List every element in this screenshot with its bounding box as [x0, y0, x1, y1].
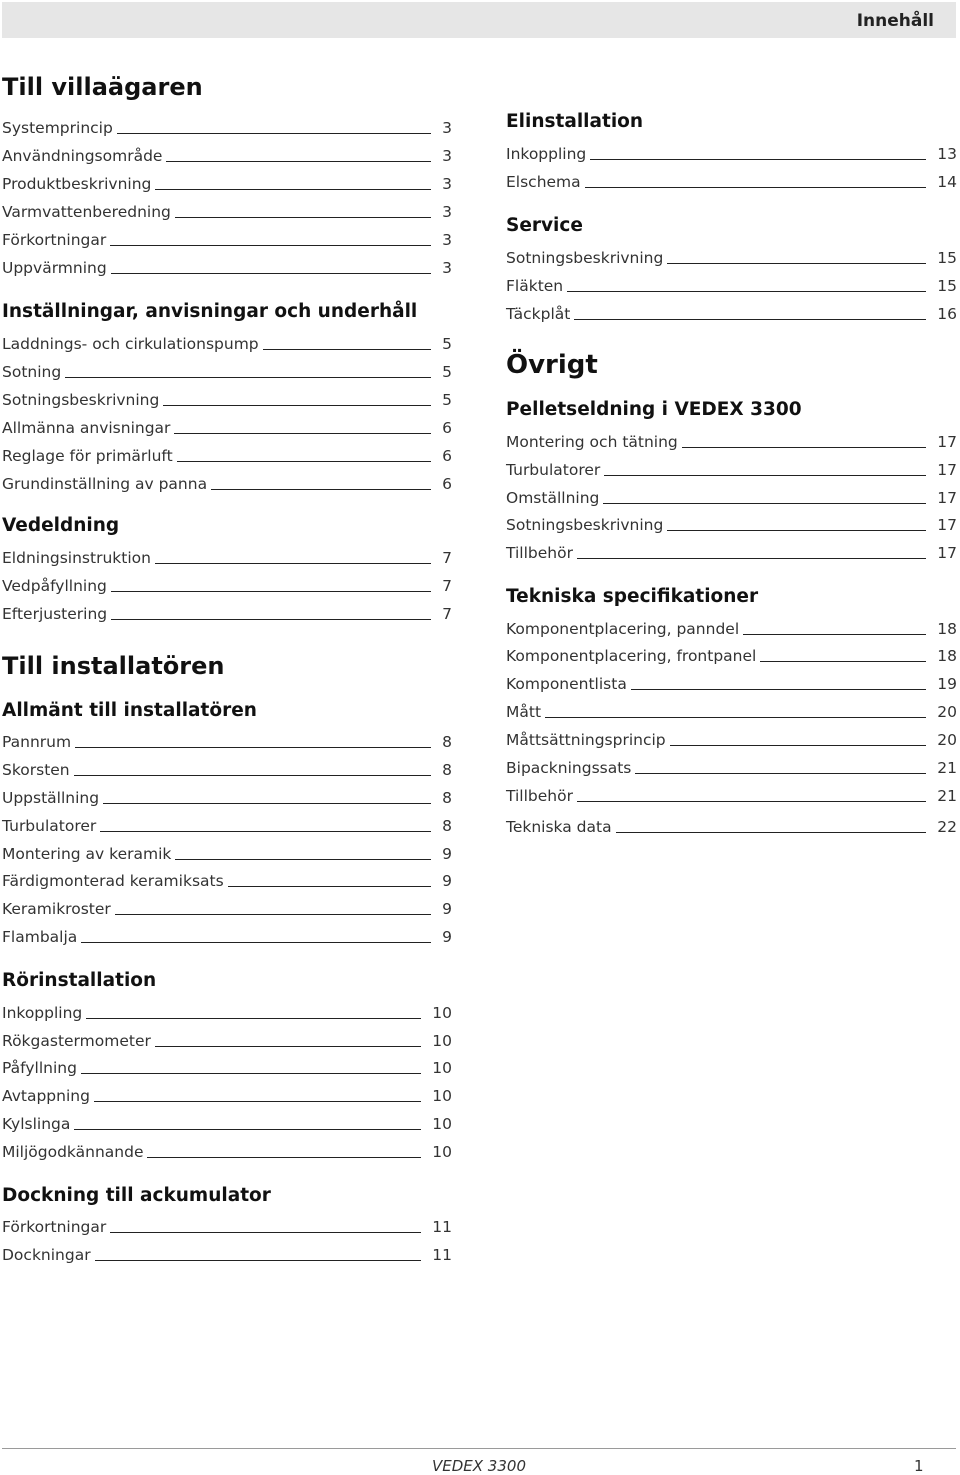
toc-entry[interactable] — [506, 755, 957, 777]
heading-tech-specs: Tekniska specifikationer — [506, 586, 759, 607]
toc-entry[interactable] — [506, 245, 957, 267]
toc-label: Flambalja — [2, 928, 78, 946]
toc-entry[interactable] — [2, 143, 452, 165]
toc-label: Komponentlista — [506, 675, 627, 693]
toc-entry[interactable] — [2, 359, 452, 381]
toc-entry[interactable] — [2, 471, 452, 493]
toc-page: 11 — [432, 1246, 452, 1264]
toc-page: 14 — [937, 173, 957, 191]
toc-leader — [760, 661, 926, 662]
toc-entry[interactable] — [2, 443, 452, 465]
heading-other: Övrigt — [506, 350, 598, 380]
page-header-title: Innehåll — [856, 11, 934, 31]
toc-page: 5 — [442, 391, 452, 409]
toc-leader — [682, 447, 927, 448]
toc-leader — [567, 291, 926, 292]
toc-leader — [545, 717, 926, 718]
toc-label: Avtappning — [2, 1087, 90, 1105]
toc-leader — [177, 461, 431, 462]
heading-installer: Till installatören — [2, 652, 225, 680]
toc-leader — [574, 319, 926, 320]
toc-label: Skorsten — [2, 761, 70, 779]
toc-page: 3 — [442, 231, 452, 249]
toc-entry[interactable] — [2, 868, 452, 890]
toc-page: 3 — [442, 203, 452, 221]
toc-label: Montering av keramik — [2, 845, 172, 863]
heading-docking: Dockning till ackumulator — [2, 1185, 271, 1206]
toc-label: Komponentplacering, frontpanel — [506, 647, 757, 665]
toc-page: 21 — [937, 787, 957, 805]
toc-entry[interactable] — [506, 671, 957, 693]
toc-page: 17 — [937, 489, 957, 507]
toc-label: Keramikroster — [2, 900, 111, 918]
toc-label: Sotningsbeskrivning — [506, 249, 664, 267]
toc-label: Tillbehör — [506, 787, 573, 805]
toc-leader — [166, 161, 431, 162]
toc-leader — [174, 433, 431, 434]
toc-page: 7 — [442, 577, 452, 595]
toc-entry[interactable] — [2, 1111, 452, 1133]
toc-page: 10 — [432, 1059, 452, 1077]
toc-entry[interactable] — [506, 783, 957, 805]
toc-label: Omställning — [506, 489, 600, 507]
toc-leader — [635, 773, 926, 774]
heading-general-installer: Allmänt till installatören — [2, 700, 257, 721]
heading-homeowner: Till villaägaren — [2, 73, 203, 101]
toc-leader — [590, 159, 926, 160]
toc-leader — [75, 747, 431, 748]
toc-entry[interactable] — [506, 699, 957, 721]
toc-leader — [110, 1232, 421, 1233]
heading-service: Service — [506, 215, 583, 236]
toc-page: 7 — [442, 605, 452, 623]
footer-divider — [2, 1448, 956, 1449]
toc-entry[interactable] — [2, 1083, 452, 1105]
toc-label: Uppställning — [2, 789, 100, 807]
toc-leader — [163, 405, 431, 406]
toc-entry[interactable] — [2, 729, 452, 751]
toc-entry[interactable] — [2, 1242, 452, 1264]
toc-entry[interactable] — [2, 227, 452, 249]
toc-label: Sotningsbeskrivning — [506, 516, 664, 534]
toc-page: 17 — [937, 516, 957, 534]
toc-page: 8 — [442, 733, 452, 751]
toc-page: 13 — [937, 145, 957, 163]
toc-entry[interactable] — [2, 757, 452, 779]
toc-label: Efterjustering — [2, 605, 108, 623]
toc-entry[interactable] — [506, 540, 957, 562]
toc-label: Produktbeskrivning — [2, 175, 152, 193]
toc-leader — [604, 475, 926, 476]
heading-pellet: Pelletseldning i VEDEX 3300 — [506, 399, 802, 420]
toc-leader — [211, 489, 431, 490]
toc-leader — [110, 245, 431, 246]
toc-entry[interactable] — [506, 429, 957, 451]
toc-page: 10 — [432, 1115, 452, 1133]
toc-page: 5 — [442, 335, 452, 353]
toc-page: 21 — [937, 759, 957, 777]
footer-product-name: VEDEX 3300 — [432, 1457, 526, 1475]
toc-leader — [100, 831, 431, 832]
toc-entry[interactable] — [506, 301, 957, 323]
toc-label: Eldningsinstruktion — [2, 549, 151, 567]
toc-entry[interactable] — [2, 841, 452, 863]
toc-entry[interactable] — [2, 387, 452, 409]
toc-leader — [175, 859, 431, 860]
toc-leader — [81, 1073, 421, 1074]
toc-page: 18 — [937, 647, 957, 665]
toc-page: 17 — [937, 544, 957, 562]
toc-label: Laddnings- och cirkulationspump — [2, 335, 259, 353]
toc-label: Fläkten — [506, 277, 564, 295]
toc-entry[interactable] — [2, 924, 452, 946]
header-bar — [2, 2, 956, 38]
toc-leader — [155, 189, 431, 190]
toc-leader — [175, 217, 431, 218]
heading-pipe-installation: Rörinstallation — [2, 970, 157, 991]
toc-page: 6 — [442, 447, 452, 465]
toc-page: 17 — [937, 433, 957, 451]
toc-entry[interactable] — [2, 115, 452, 137]
toc-entry[interactable] — [506, 169, 957, 191]
toc-entry[interactable] — [506, 727, 957, 749]
toc-page: 16 — [937, 305, 957, 323]
toc-leader — [95, 1260, 422, 1261]
toc-leader — [155, 1046, 421, 1047]
toc-label: Tekniska data — [506, 818, 612, 836]
toc-entry[interactable] — [506, 616, 957, 638]
toc-label: Varmvattenberedning — [2, 203, 171, 221]
toc-entry[interactable] — [506, 485, 957, 507]
toc-entry[interactable] — [2, 171, 452, 193]
toc-leader — [111, 273, 431, 274]
toc-leader — [74, 1129, 421, 1130]
toc-label: Kylslinga — [2, 1115, 71, 1133]
toc-label: Pannrum — [2, 733, 72, 751]
toc-leader — [263, 349, 431, 350]
toc-page: 8 — [442, 761, 452, 779]
toc-label: Påfyllning — [2, 1059, 77, 1077]
toc-leader — [115, 914, 431, 915]
toc-label: Dockningar — [2, 1246, 91, 1264]
toc-page: 18 — [937, 620, 957, 638]
toc-entry[interactable] — [2, 1055, 452, 1077]
toc-page: 10 — [432, 1143, 452, 1161]
toc-entry[interactable] — [506, 273, 957, 295]
toc-page: 11 — [432, 1218, 452, 1236]
toc-label: Förkortningar — [2, 231, 107, 249]
toc-leader — [74, 775, 431, 776]
toc-page: 6 — [442, 475, 452, 493]
toc-label: Färdigmonterad keramiksats — [2, 872, 224, 890]
toc-leader — [603, 503, 926, 504]
toc-leader — [147, 1157, 421, 1158]
toc-label: Reglage för primärluft — [2, 447, 173, 465]
toc-entry[interactable] — [2, 199, 452, 221]
toc-page: 15 — [937, 277, 957, 295]
toc-entry[interactable] — [2, 813, 452, 835]
toc-entry[interactable] — [506, 141, 957, 163]
toc-label: Rökgastermometer — [2, 1032, 151, 1050]
toc-entry[interactable] — [2, 573, 452, 595]
toc-label: Sotningsbeskrivning — [2, 391, 160, 409]
toc-label: Sotning — [2, 363, 62, 381]
toc-leader — [667, 530, 926, 531]
toc-page: 9 — [442, 928, 452, 946]
toc-page: 3 — [442, 147, 452, 165]
toc-page: 20 — [937, 731, 957, 749]
toc-page: 9 — [442, 872, 452, 890]
toc-entry[interactable] — [2, 785, 452, 807]
toc-label: Turbulatorer — [506, 461, 601, 479]
toc-entry[interactable] — [2, 1139, 452, 1161]
toc-entry[interactable] — [2, 545, 452, 567]
toc-label: Elschema — [506, 173, 581, 191]
toc-page: 10 — [432, 1032, 452, 1050]
toc-label: Förkortningar — [2, 1218, 107, 1236]
toc-leader — [585, 187, 927, 188]
toc-leader — [111, 619, 431, 620]
toc-leader — [86, 1018, 421, 1019]
toc-page: 3 — [442, 175, 452, 193]
toc-label: Turbulatorer — [2, 817, 97, 835]
toc-label: Vedpåfyllning — [2, 577, 107, 595]
toc-label: Inkoppling — [2, 1004, 83, 1022]
toc-entry[interactable] — [506, 512, 957, 534]
toc-leader — [228, 886, 431, 887]
toc-entry[interactable] — [506, 457, 957, 479]
toc-entry[interactable] — [2, 896, 452, 918]
toc-label: Komponentplacering, panndel — [506, 620, 740, 638]
toc-leader — [103, 803, 431, 804]
toc-leader — [631, 689, 926, 690]
toc-leader — [65, 377, 431, 378]
toc-leader — [111, 591, 431, 592]
toc-label: Miljögodkännande — [2, 1143, 144, 1161]
toc-label: Montering och tätning — [506, 433, 678, 451]
heading-settings: Inställningar, anvisningar och underhåll — [2, 301, 418, 322]
toc-label: Måttsättningsprincip — [506, 731, 666, 749]
toc-entry[interactable] — [2, 255, 452, 277]
toc-label: Allmänna anvisningar — [2, 419, 171, 437]
toc-leader — [117, 133, 431, 134]
toc-leader — [94, 1101, 421, 1102]
toc-entry[interactable] — [2, 1028, 452, 1050]
toc-label: Täckplåt — [506, 305, 571, 323]
toc-page: 5 — [442, 363, 452, 381]
toc-label: Användningsområde — [2, 147, 163, 165]
toc-page: 9 — [442, 900, 452, 918]
heading-wood-firing: Vedeldning — [2, 515, 120, 536]
heading-electrical: Elinstallation — [506, 111, 644, 132]
toc-page: 8 — [442, 789, 452, 807]
toc-page: 15 — [937, 249, 957, 267]
toc-leader — [743, 634, 926, 635]
toc-page: 3 — [442, 259, 452, 277]
toc-entry[interactable] — [2, 331, 452, 353]
toc-entry[interactable] — [506, 814, 957, 836]
toc-label: Mått — [506, 703, 542, 721]
toc-page: 9 — [442, 845, 452, 863]
toc-entry[interactable] — [2, 1000, 452, 1022]
toc-label: Systemprincip — [2, 119, 113, 137]
toc-leader — [670, 745, 927, 746]
toc-entry[interactable] — [506, 643, 957, 665]
toc-entry[interactable] — [2, 601, 452, 623]
toc-leader — [577, 558, 926, 559]
toc-label: Grundinställning av panna — [2, 475, 208, 493]
toc-page: 10 — [432, 1087, 452, 1105]
toc-leader — [577, 801, 926, 802]
toc-page: 22 — [937, 818, 957, 836]
toc-leader — [81, 942, 431, 943]
footer-page-number: 1 — [914, 1457, 924, 1475]
toc-leader — [155, 563, 431, 564]
toc-entry[interactable] — [2, 1214, 452, 1236]
toc-page: 19 — [937, 675, 957, 693]
toc-page: 17 — [937, 461, 957, 479]
toc-page: 20 — [937, 703, 957, 721]
toc-leader — [616, 832, 927, 833]
toc-label: Uppvärmning — [2, 259, 107, 277]
toc-label: Inkoppling — [506, 145, 587, 163]
toc-page: 7 — [442, 549, 452, 567]
toc-page: 3 — [442, 119, 452, 137]
toc-label: Bipackningssats — [506, 759, 632, 777]
toc-label: Tillbehör — [506, 544, 573, 562]
toc-entry[interactable] — [2, 415, 452, 437]
toc-page: 8 — [442, 817, 452, 835]
toc-page: 6 — [442, 419, 452, 437]
toc-page: 10 — [432, 1004, 452, 1022]
toc-leader — [667, 263, 926, 264]
